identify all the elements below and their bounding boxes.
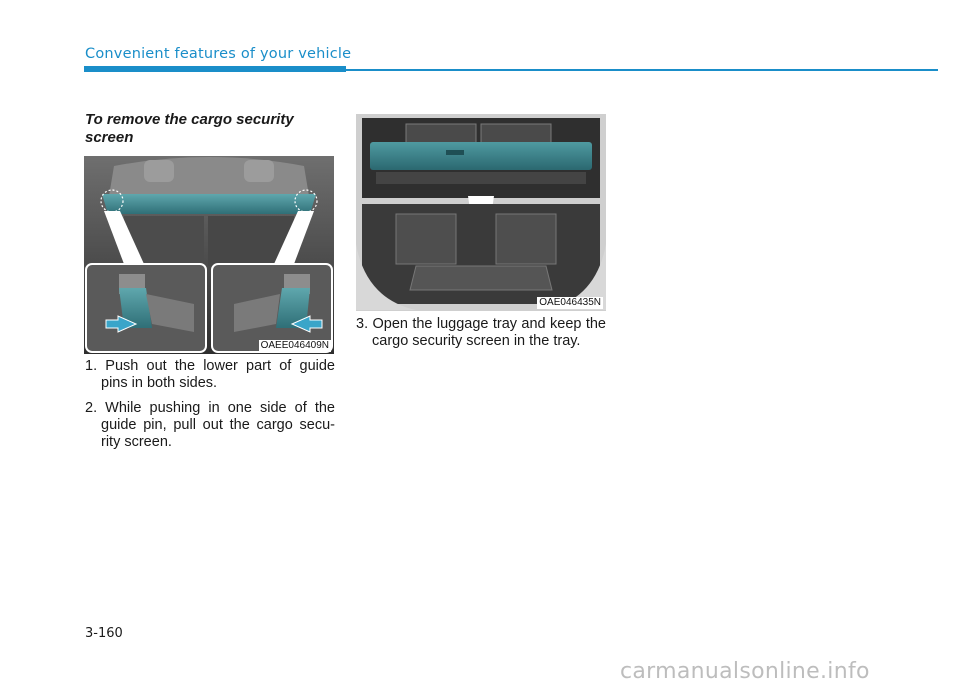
figure-code: OAEE046409N xyxy=(260,340,329,351)
watermark: carmanualsonline.info xyxy=(620,659,870,684)
section-heading: To remove the cargo security screen xyxy=(85,111,294,146)
section-title: Convenient features of your vehicle xyxy=(85,46,352,62)
cargo-screen-guide-pin-illustration xyxy=(84,156,334,354)
step-1: 1. Push out the lower part of guide pins in both sides. xyxy=(85,358,335,391)
header-accent-bar xyxy=(84,66,346,72)
instruction-steps-right xyxy=(356,316,606,358)
luggage-tray-storage-illustration xyxy=(356,114,606,311)
figure-luggage-tray xyxy=(356,114,606,311)
instruction-steps-left xyxy=(85,358,335,459)
figure-code: OAE046435N xyxy=(539,297,601,308)
step-3: 3. Open the luggage tray and keep the cargo security screen in the tray. xyxy=(356,316,606,349)
step-2: 2. While pushing in one side of the guide pin, pull out the cargo secu-rity screen. xyxy=(85,400,335,450)
figure-guide-pins xyxy=(84,156,334,354)
header-rule xyxy=(346,69,938,71)
page-number: 3-160 xyxy=(85,626,123,641)
